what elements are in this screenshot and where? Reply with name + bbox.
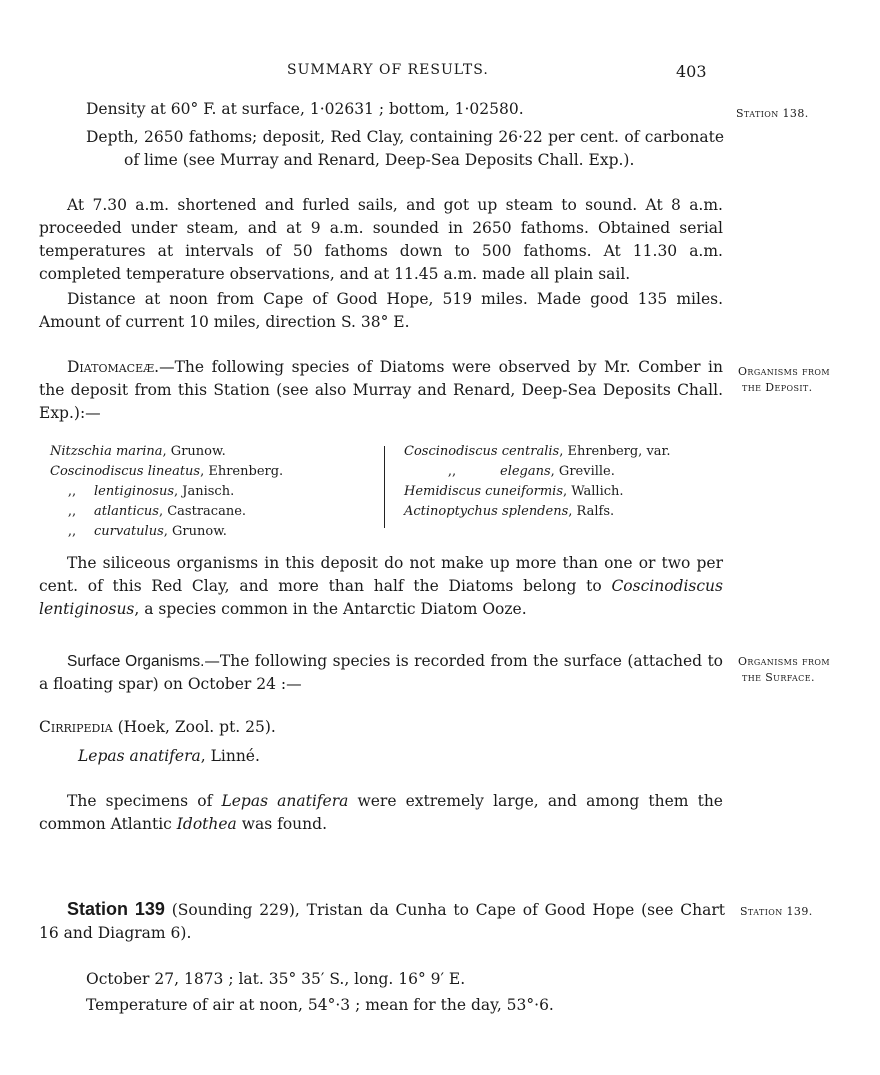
species-list-left [50,442,380,542]
specimens-paragraph: The specimens of Lepas anatifera were extremely large, and among them the common Atlantic Idothea was found. [39,792,723,833]
list-item: Nitzschia marina, Grunow. [50,444,226,459]
density-line: Density at 60° F. at surface, 1·02631 ; bottom, 1·02580. [86,100,524,118]
margin-surface-line2: the Surface. [742,671,815,684]
cirripedia-line: Cirripedia (Hoek, Zool. pt. 25). [39,718,276,736]
distance-paragraph: Distance at noon from Cape of Good Hope, 519 miles. Made good 135 miles. Amount of current 10 miles, direction S. 38° E. [39,290,723,331]
ditto-mark: ,, [67,524,77,539]
running-header: SUMMARY OF RESULTS. [287,62,489,78]
diatom-intro [39,356,723,425]
margin-station-138: Station 138. [736,107,809,120]
list-item: Coscinodiscus centralis, Ehrenberg, var. [404,444,671,459]
diatom-intro-text: —The following species of Diatoms were observed by Mr. Comber in the deposit from this Station (see also Murray and Renard, Deep-Sea Deposits Chall. Exp.):— [39,358,723,422]
margin-organisms-surface [738,654,830,686]
list-item: Actinoptychus splendens, Ralfs. [404,504,615,519]
lepas-line: Lepas anatifera, Linné. [78,747,260,765]
list-item: ,, lentiginosus, Janisch. [50,482,380,502]
surface-organisms-label: Surface Organisms. [67,653,205,670]
ditto-mark: ,, [447,464,457,479]
cirripedia-label: Cirripedia [39,718,113,736]
siliceous-paragraph: The siliceous organisms in this deposit do not make up more than one or two per cent. of this Red Clay, and more than half the Diatoms belong to Coscinodiscus lentiginosus, a species common in the Antarctic Diatom Ooze. [39,554,723,618]
list-item: Hemidiscus cuneiformis, Wallich. [404,484,624,499]
list-item: ,, curvatulus, Grunow. [50,522,380,542]
station-139-paragraph: Station 139 (Sounding 229), Tristan da Cunha to Cape of Good Hope (see Chart 16 and Diagram 6). [39,899,726,942]
column-divider [384,446,385,528]
species-list-right [404,442,724,522]
list-item: Coscinodiscus lineatus, Ehrenberg. [50,464,284,479]
margin-deposit-line1: Organisms from [738,365,830,378]
date-line: October 27, 1873 ; lat. 35° 35′ S., long. 16° 9′ E. [86,970,466,988]
surface-organisms-paragraph: Surface Organisms.—The following species is recorded from the surface (attached to a floating spar) on October 24 :— [39,652,724,693]
margin-organisms-deposit [738,364,830,396]
ditto-mark: ,, [67,504,77,519]
depth-line: Depth, 2650 fathoms; deposit, Red Clay, containing 26·22 per cent. of carbonate of lime (see Murray and Renard, Deep-Sea Deposits Chall. Exp.). [86,128,724,169]
temperature-line: Temperature of air at noon, 54°·3 ; mean for the day, 53°·6. [86,996,554,1014]
page-number: 403 [676,62,707,81]
ditto-mark: ,, [67,484,77,499]
station-139-heading: Station 139 [67,899,165,919]
margin-deposit-line2: the Deposit. [742,381,813,394]
diatomaceae-label: Diatomaceæ. [67,358,160,376]
sails-paragraph: At 7.30 a.m. shortened and furled sails, and got up steam to sound. At 8 a.m. proceeded under steam, and at 9 a.m. sounded in 2650 fathoms. Obtained serial temperatures at intervals of 50 fathoms down to 500 fathoms. At 11.30 a.m. completed temperature observations, and at 11.45 a.m. made all plain sail. [39,196,723,283]
list-item: ,, elegans, Greville. [404,462,724,482]
margin-surface-line1: Organisms from [738,655,830,668]
margin-station-139: Station 139. [740,905,813,918]
list-item: ,, atlanticus, Castracane. [50,502,380,522]
